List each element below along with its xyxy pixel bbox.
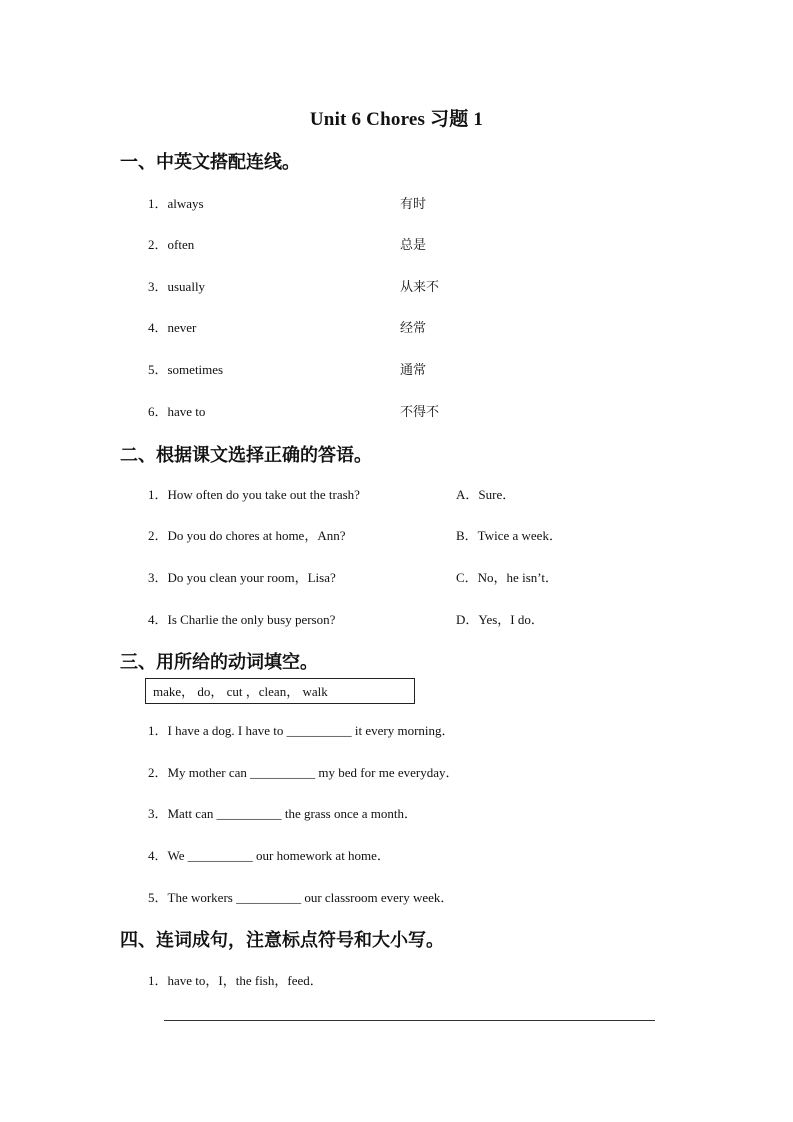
answer-option: D．Yes，I do． xyxy=(456,612,544,627)
fill-in-item: 1．I have a dog. I have to __________ it every morning． xyxy=(148,723,455,738)
match-item-chinese: 经常 xyxy=(400,320,427,335)
question-item: 3．Do you clean your room，Lisa? xyxy=(148,570,336,585)
match-item-english: 3．usually xyxy=(148,279,206,294)
question-item: 2．Do you do chores at home，Ann? xyxy=(148,528,346,543)
word-bank-box: make， do， cut ，clean， walk xyxy=(145,678,415,704)
section-3-heading: 三、用所给的动词填空。 xyxy=(120,652,318,673)
section-2-heading: 二、根据课文选择正确的答语。 xyxy=(120,445,372,466)
fill-in-item: 2．My mother can __________ my bed for me everyday． xyxy=(148,765,459,780)
page-title: Unit 6 Chores 习题 1 xyxy=(309,109,484,130)
match-item-english: 6．have to xyxy=(148,404,206,419)
match-item-chinese: 总是 xyxy=(400,237,427,252)
fill-in-item: 3．Matt can __________ the grass once a month． xyxy=(148,806,417,821)
match-item-english: 5．sometimes xyxy=(148,362,224,377)
sentence-item: 1．have to，I，the fish，feed． xyxy=(148,973,323,988)
match-item-english: 2．often xyxy=(148,237,195,252)
question-item: 4．Is Charlie the only busy person? xyxy=(148,612,336,627)
match-item-chinese: 从来不 xyxy=(400,279,440,294)
match-item-english: 4．never xyxy=(148,320,197,335)
match-item-chinese: 不得不 xyxy=(400,404,440,419)
answer-option: A．Sure． xyxy=(456,487,516,502)
fill-in-item: 5．The workers __________ our classroom every week． xyxy=(148,890,454,905)
answer-option: B．Twice a week． xyxy=(456,528,562,543)
section-1-heading: 一、中英文搭配连线。 xyxy=(120,152,300,173)
match-item-chinese: 通常 xyxy=(400,362,427,377)
match-item-english: 1．always xyxy=(148,196,204,211)
answer-option: C．No，he isn’t． xyxy=(456,570,558,585)
section-4-heading: 四、连词成句，注意标点符号和大小写。 xyxy=(120,930,444,951)
fill-in-item: 4．We __________ our homework at home． xyxy=(148,848,390,863)
answer-line xyxy=(164,1020,655,1021)
match-item-chinese: 有时 xyxy=(400,196,427,211)
question-item: 1．How often do you take out the trash? xyxy=(148,487,360,502)
